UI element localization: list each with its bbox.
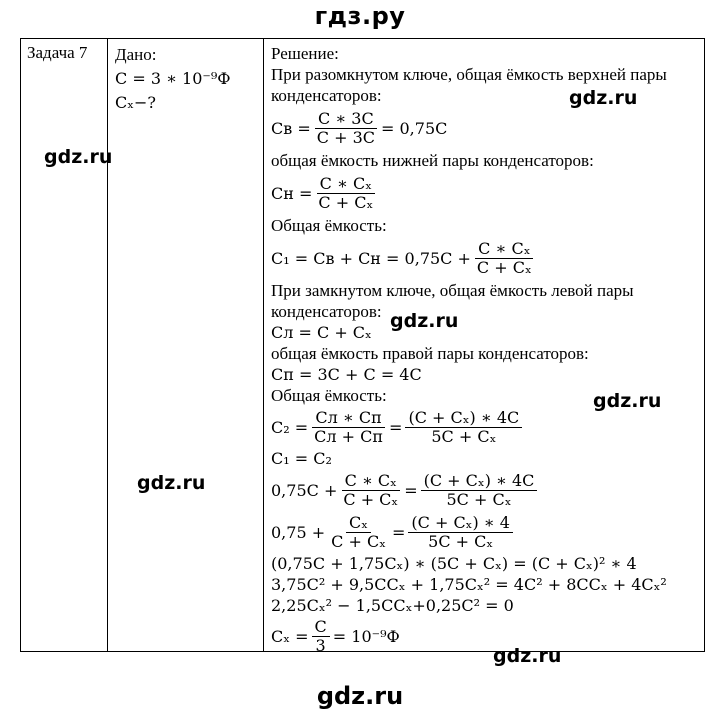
fraction bbox=[315, 175, 376, 212]
fraction-denominator: C + Cₓ bbox=[331, 531, 386, 551]
equals-sign: = bbox=[404, 480, 418, 500]
fraction bbox=[314, 110, 378, 147]
fraction bbox=[408, 514, 513, 551]
solution-text: При разомкнутом ключе, общая ёмкость верхней пары bbox=[271, 65, 667, 84]
watermark: gdz.ru bbox=[137, 472, 206, 494]
watermark: gdz.ru bbox=[569, 87, 638, 109]
equation-expanded: (0,75C + 1,75Cₓ) ∗ (5C + Cₓ) = (C + Cₓ)² ∗ 4 bbox=[271, 554, 637, 573]
fraction-denominator: 5C + Cₓ bbox=[431, 426, 497, 446]
equation-equal-capacities: C₁ = C₂ bbox=[271, 449, 332, 468]
site-header: гдз.ру bbox=[314, 2, 406, 30]
fraction-numerator: (C + Cₓ) ∗ 4 bbox=[408, 514, 513, 533]
task-label: Задача 7 bbox=[27, 43, 88, 62]
task-table bbox=[20, 38, 705, 655]
fraction-denominator: C + Cₓ bbox=[476, 257, 532, 277]
fraction-denominator: 5C + Cₓ bbox=[446, 489, 512, 509]
equation-lower-pair bbox=[271, 171, 701, 215]
fraction-denominator: C + Cₓ bbox=[318, 192, 374, 212]
fraction-numerator: C ∗ Cₓ bbox=[475, 240, 533, 259]
fraction-numerator: (C + Cₓ) ∗ 4C bbox=[421, 472, 538, 491]
fraction-denominator: 5C + Cₓ bbox=[428, 531, 494, 551]
watermark: gdz.ru bbox=[390, 310, 459, 332]
fraction-numerator: Cₓ bbox=[346, 514, 371, 533]
fraction bbox=[405, 409, 522, 446]
fraction-numerator: C bbox=[312, 618, 330, 637]
equation-polynomial: 3,75C² + 9,5CCₓ + 1,75Cₓ² = 4C² + 8CCₓ + 4Cₓ² bbox=[271, 575, 667, 594]
site-footer: gdz.ru bbox=[316, 682, 404, 710]
fraction-numerator: Cл ∗ Cп bbox=[312, 409, 384, 428]
watermark: gdz.ru bbox=[44, 146, 113, 168]
fraction-numerator: (C + Cₓ) ∗ 4C bbox=[405, 409, 522, 428]
solution-column bbox=[271, 43, 701, 656]
equation-left-pair: Cл = C + Cₓ bbox=[271, 323, 372, 342]
equation-substitution bbox=[271, 469, 701, 511]
solution-title: Решение: bbox=[271, 44, 339, 63]
fraction-numerator: C ∗ Cₓ bbox=[317, 175, 375, 194]
equation-simplified bbox=[271, 511, 701, 553]
fraction bbox=[312, 618, 330, 655]
column-divider-2 bbox=[263, 39, 264, 651]
fraction bbox=[340, 472, 401, 509]
given-column bbox=[115, 43, 231, 115]
fraction bbox=[311, 409, 386, 446]
equation-lhs: Cн = bbox=[271, 183, 313, 203]
given-unknown: Cₓ−? bbox=[115, 93, 157, 112]
fraction-denominator: Cл + Cп bbox=[314, 426, 384, 446]
equals-sign: = bbox=[391, 522, 406, 542]
fraction-denominator: 3 bbox=[315, 635, 326, 655]
fraction bbox=[421, 472, 538, 509]
equals-sign: = bbox=[389, 417, 403, 437]
equation-lhs: C₂ = bbox=[271, 417, 309, 437]
fraction-numerator: C ∗ 3C bbox=[315, 110, 377, 129]
equation-quadratic: 2,25Cₓ² − 1,5CCₓ+0,25C² = 0 bbox=[271, 596, 514, 615]
column-divider-1 bbox=[107, 39, 108, 651]
fraction bbox=[474, 240, 535, 277]
fraction-numerator: C ∗ Cₓ bbox=[342, 472, 400, 491]
equation-answer bbox=[271, 616, 701, 656]
equation-rhs: = 10⁻⁹Ф bbox=[332, 626, 400, 646]
equation-total-closed bbox=[271, 406, 701, 448]
solution-text: Общая ёмкость: bbox=[271, 216, 387, 235]
equation-right-pair: Cп = 3C + C = 4C bbox=[271, 365, 422, 384]
watermark: gdz.ru bbox=[493, 645, 562, 667]
equation-lhs: Cв = bbox=[271, 118, 311, 138]
solution-text: Общая ёмкость: bbox=[271, 386, 387, 405]
equation-total-open bbox=[271, 236, 701, 280]
equation-lhs: Cₓ = bbox=[271, 626, 309, 646]
equation-upper-pair bbox=[271, 106, 701, 150]
watermark: gdz.ru bbox=[593, 390, 662, 412]
solution-text: При замкнутом ключе, общая ёмкость левой пары bbox=[271, 281, 634, 300]
fraction bbox=[328, 514, 389, 551]
equation-rhs: = 0,75C bbox=[381, 118, 448, 138]
fraction-denominator: C + Cₓ bbox=[343, 489, 399, 509]
given-title: Дано: bbox=[115, 45, 157, 64]
given-capacitance: C = 3 ∗ 10⁻⁹Ф bbox=[115, 69, 231, 88]
fraction-denominator: C + 3C bbox=[316, 127, 375, 147]
equation-lhs: 0,75 + bbox=[271, 522, 326, 542]
solution-text: конденсаторов: bbox=[271, 86, 382, 105]
solution-text: общая ёмкость нижней пары конденсаторов: bbox=[271, 151, 594, 170]
equation-lhs: C₁ = Cв + Cн = 0,75C + bbox=[271, 248, 471, 268]
solution-text: конденсаторов: bbox=[271, 302, 382, 321]
equation-lhs: 0,75C + bbox=[271, 480, 338, 500]
solution-text: общая ёмкость правой пары конденсаторов: bbox=[271, 344, 589, 363]
